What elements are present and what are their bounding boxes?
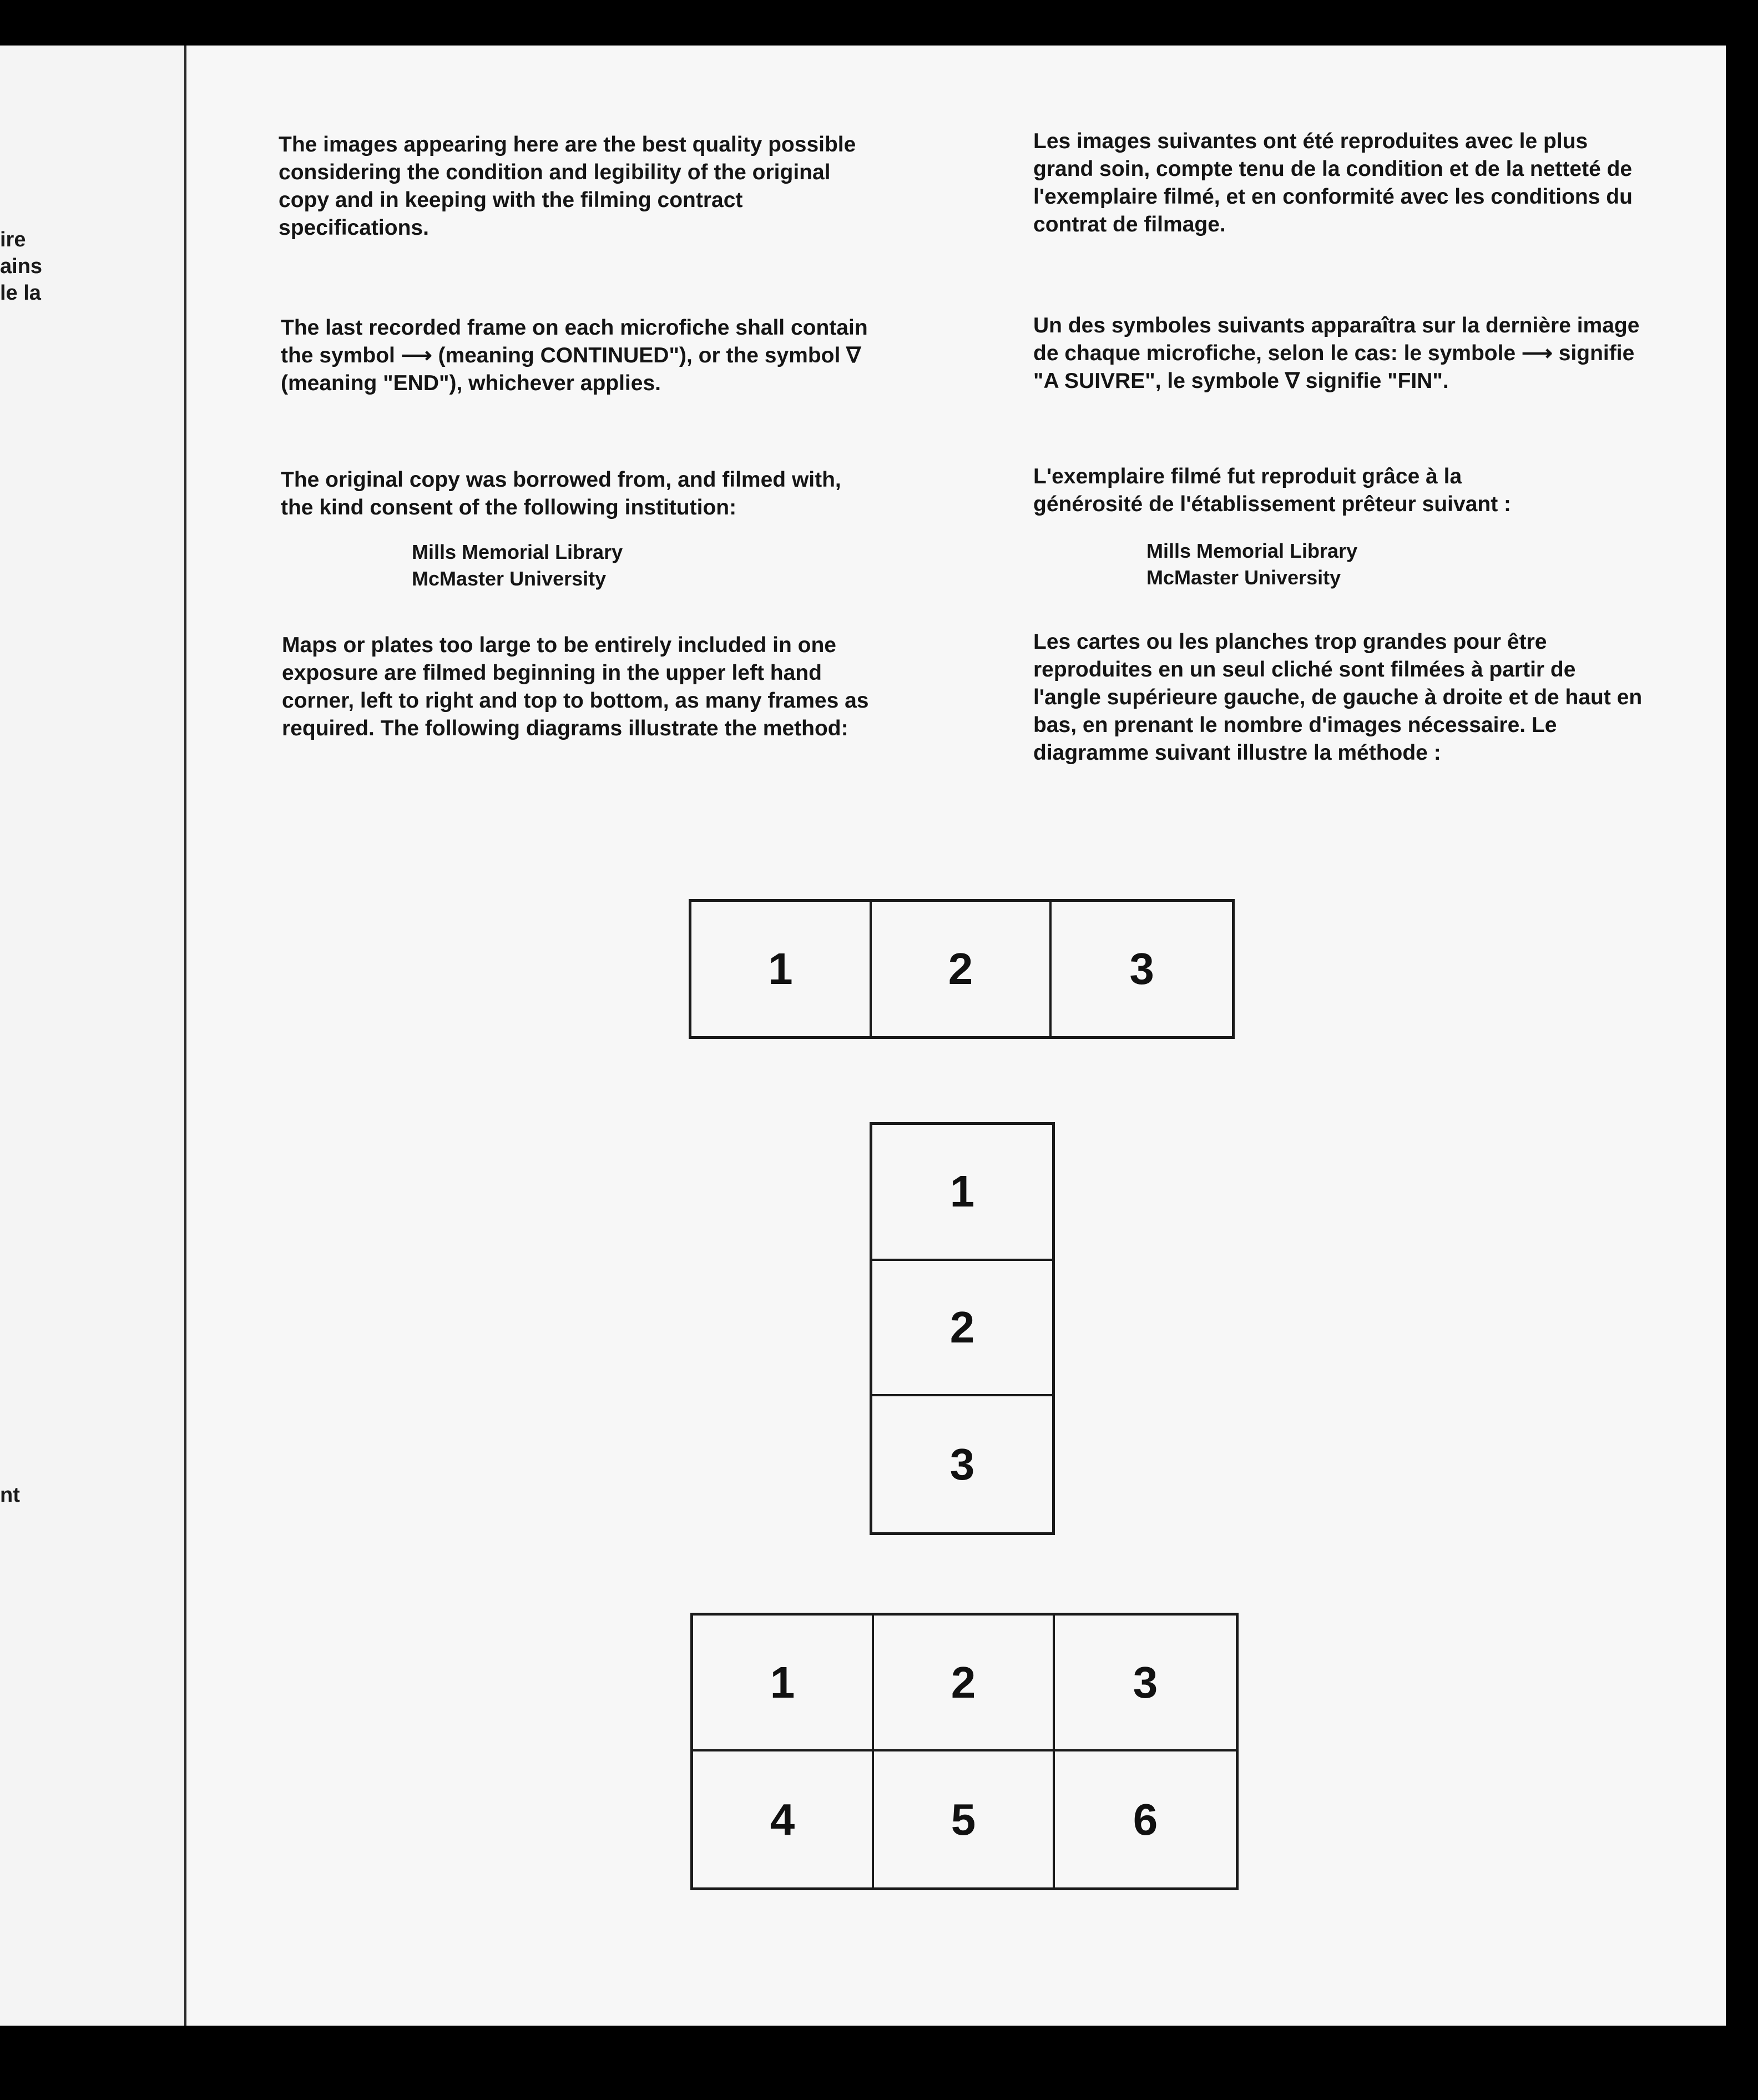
fragment-text: ire [0,228,26,251]
frame-cell: 2 [872,902,1052,1036]
scan-border-top [0,0,1758,46]
frame-cell: 1 [872,1125,1052,1261]
vertical-frame-diagram [870,1122,1055,1535]
frame-cell: 5 [874,1751,1055,1887]
scan-border-bottom [0,2026,1758,2100]
french-paragraph-maps: Les cartes ou les planches trop grandes pour être reproduites en un seul cliché sont filmées à partir de l'angle supérieure gauche, de gauche à droite et de haut en bas, en prenant le nombre d'images nécessaire. Le diagramme suivant illustre la méthode : [1033,630,1643,765]
french-institution-name: Mills Memorial Library [1146,539,1358,562]
fragment-text: nt [0,1483,20,1507]
french-paragraph-symbols: Un des symboles suivants apparaîtra sur la dernière image de chaque microfiche, selon le cas: le symbole ⟶ signifie "A SUIVRE", le symbole ∇ signifie "FIN". [1033,314,1640,393]
french-paragraph-quality: Les images suivantes ont été reproduites avec le plus grand soin, compte tenu de la condition et de la netteté de l'exemplaire filmé, et en conformité avec les conditions du contrat de filmage. [1033,129,1633,236]
english-paragraph-symbols: The last recorded frame on each microfiche shall contain the symbol ⟶ (meaning CONTINUED"), or the symbol ∇ (meaning "END"), whichever applies. [281,316,868,395]
frame-cell: 1 [691,902,872,1036]
scan-border-right [1726,0,1758,2100]
grid-frame-diagram [690,1613,1239,1890]
horizontal-frame-diagram [689,899,1235,1039]
frame-cell: 6 [1133,1794,1158,1844]
previous-page-edge [0,46,184,2026]
english-institution-name: Mills Memorial Library [412,541,623,563]
frame-cell: 3 [1129,944,1154,993]
french-institution-university: McMaster University [1146,566,1341,589]
frame-cell: 3 [949,1439,975,1489]
frame-cell: 3 [1055,1616,1236,1751]
frame-cell: 4 [693,1751,874,1887]
english-paragraph-quality: The images appearing here are the best quality possible considering the condition and legibility of the original copy and in keeping with the filming contract specifications. [279,133,856,240]
french-paragraph-institution: L'exemplaire filmé fut reproduit grâce à la générosité de l'établissement prêteur suivant : [1033,465,1512,516]
frame-cell: 2 [874,1616,1055,1751]
fragment-text: le la [0,281,41,305]
english-institution-university: McMaster University [412,567,607,590]
frame-cell: 2 [872,1261,1052,1397]
frame-cell: 1 [693,1616,874,1751]
english-paragraph-institution: The original copy was borrowed from, and filmed with, the kind consent of the following institution: [281,468,841,519]
fragment-text: ains [0,255,43,278]
english-paragraph-maps: Maps or plates too large to be entirely included in one exposure are filmed beginning in the upper left hand corner, left to right and top to bottom, as many frames as required. The following diagrams illustrate the method: [282,633,869,740]
